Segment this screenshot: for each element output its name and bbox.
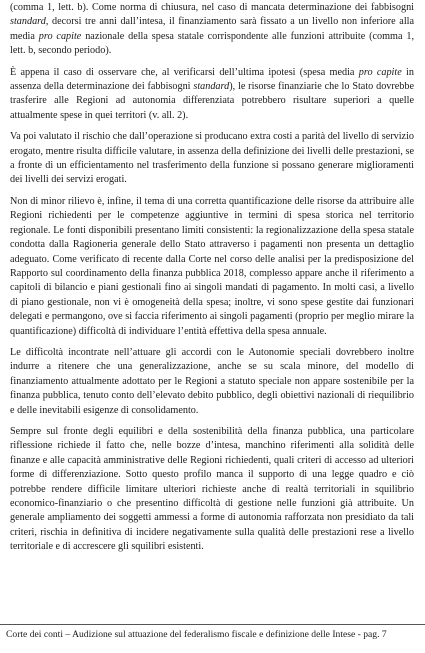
italic-run: pro capite (358, 66, 402, 78)
text-run: nazionale della spesa statale corrispondente alle funzioni attribuite (comma 1, lett. b, secondo periodo). (10, 30, 414, 57)
text-run: ), le risorse finanziarie che lo Stato dovrebbe trasferire alle Regioni ad autonomia differenziata potrebbero risultare superiori a quelle attualmente spese in quei territori (v. all. 2). (10, 81, 414, 121)
footer-divider (0, 624, 425, 625)
paragraph (10, 346, 414, 418)
text-run: in assenza della determinazione dei fabbisogni (10, 66, 414, 93)
text-run: Sempre sul fronte degli equilibri e della sostenibilità della finanza pubblica, una particolare riflessione richiede il fatto che, nelle bozze d’intesa, manchino riferimenti alla solidità delle finanze e alle capacità amministrative delle Regioni richiedenti, quali criteri di accesso ad ulteriori forme di differenziazione. Sotto questo profilo manca il supporto di una legge quadro e ciò potrebbe rendere difficile limitare ulteriori richieste anche di realtà territoriali in squilibrio economico-finanziario o che presentino difficoltà di gestione nelle funzioni già attribuite. Un generale ampliamento dei soggetti ammessi a forme di autonomia rafforzata non presidiato da tali criteri, rischia in definitiva di incidere negativamente sulla qualità delle prestazioni rese a livello territoriale e di accrescere gli squilibri esistenti. (10, 425, 414, 553)
paragraph (10, 66, 414, 124)
text-run: Non di minor rilievo è, infine, il tema di una corretta quantificazione delle risorse da attribuire alle Regioni richiedenti per le competenze aggiuntive in termini di spesa storica nel territorio regionale. Le fonti disponibili presentano limiti consistenti: la regionalizzazione della spesa statale condotta dalla Ragioneria generale dello Stato attraverso i pagamenti non presenta un dettaglio adeguato. Come verificato di recente dalla Corte nel corso delle analisi per la predisposizione del Rapporto sul coordinamento della finanza pubblica 2018, complesso appare anche il riferimento a capitoli di bilancio e piani gestionali fino ai singoli mandati di pagamento. In molti casi, a livello di piano gestionale, non vi è omogeneità della spesa; inoltre, vi sono spese gestite dai funzionari delegati e permangono, ove si faccia riferimento ai singoli pagamenti (proprio per meglio mirare la quantificazione) difficoltà di individuare l’entità effettiva della spesa annuale. (10, 195, 414, 337)
paragraph (10, 195, 414, 339)
text-run: , decorsi tre anni dall’intesa, il finanziamento sarà fissato a un livello non inferiore alla media (10, 16, 414, 42)
paragraph (10, 130, 414, 188)
text-run: (comma 1, lett. b). Come norma di chiusura, nel caso di mancata determinazione dei fabbisogni (10, 2, 414, 13)
document-body (10, 1, 414, 562)
paragraph (10, 425, 414, 555)
italic-run: standard (193, 81, 230, 93)
italic-run: pro capite (38, 30, 82, 42)
text-run: È appena il caso di osservare che, al verificarsi dell’ultima ipotesi (spesa media (10, 66, 359, 78)
paragraph (10, 1, 414, 59)
text-run: Va poi valutato il rischio che dall’operazione si producano extra costi a parità del livello di servizio erogato, mentre risulta difficile valutare, in assenza della definizione dei livelli delle prestazioni, se a fronte di un efficientamento nel trasferimento della funzione si possano generare miglioramenti dei livelli dei servizi erogati. (10, 131, 414, 186)
text-run: Le difficoltà incontrate nell’attuare gli accordi con le Autonomie speciali dovrebbero inoltre indurre a ritenere che una generalizzazione, anche se su scala minore, del modello di finanziamento attualmente adottato per le Regioni a statuto speciale non appare sostenibile per la finanza pubblica, tenuto conto dell’elevato debito pubblico, degli obiettivi nazionali di riequilibrio e delle inevitabili esigenze di consolidamento. (10, 346, 414, 416)
italic-run: standard (10, 16, 46, 28)
page-footer: Corte dei conti – Audizione sul attuazione del federalismo fiscale e definizione delle Intese - pag. 7 (6, 629, 387, 640)
